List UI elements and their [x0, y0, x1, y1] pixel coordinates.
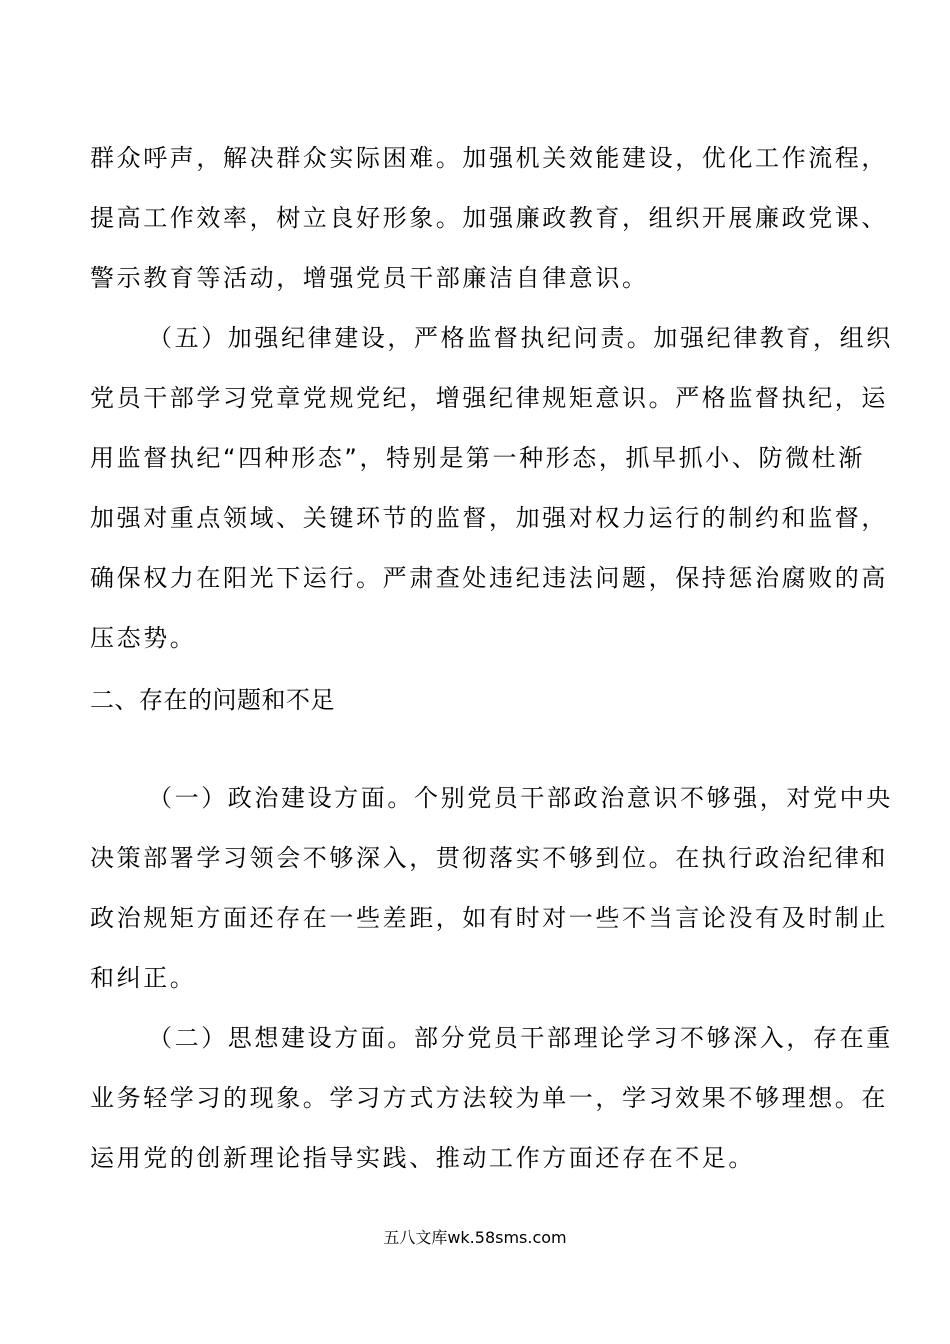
body-line: 提高工作效率，树立良好形象。加强廉政教育，组织开展廉政党课、: [90, 204, 888, 232]
body-line: 确保权力在阳光下运行。严肃查处违纪违法问题，保持惩治腐败的高: [90, 564, 888, 592]
body-line: 压态势。: [90, 624, 197, 652]
body-line: 党员干部学习党章党规党纪，增强纪律规矩意识。严格监督执纪，运: [90, 384, 888, 412]
body-line: 业务轻学习的现象。学习方式方法较为单一，学习效果不够理想。在: [90, 1084, 888, 1112]
body-line: 群众呼声，解决群众实际困难。加强机关效能建设，优化工作流程，: [90, 144, 888, 172]
paragraph-start-line: （五）加强纪律建设，严格监督执纪问责。加强纪律教育，组织: [148, 324, 893, 352]
page-footer: 五八文库wk.58sms.com: [383, 1228, 567, 1247]
body-line: 警示教育等活动，增强党员干部廉洁自律意识。: [90, 264, 649, 292]
paragraph-start-line: （二）思想建设方面。部分党员干部理论学习不够深入，存在重: [148, 1024, 893, 1052]
body-line: 用监督执纪“四种形态”，特别是第一种形态，抓早抓小、防微杜渐: [90, 444, 865, 472]
section-heading: 二、存在的问题和不足: [90, 686, 335, 714]
body-line: 决策部署学习领会不够深入，贯彻落实不够到位。在执行政治纪律和: [90, 844, 888, 872]
paragraph-start-line: （一）政治建设方面。个别党员干部政治意识不够强，对党中央: [148, 784, 893, 812]
body-line: 和纠正。: [90, 964, 197, 992]
body-line: 政治规矩方面还存在一些差距，如有时对一些不当言论没有及时制止: [90, 904, 888, 932]
body-line: 运用党的创新理论指导实践、推动工作方面还存在不足。: [90, 1144, 755, 1172]
body-line: 加强对重点领域、关键环节的监督，加强对权力运行的制约和监督，: [90, 504, 888, 532]
